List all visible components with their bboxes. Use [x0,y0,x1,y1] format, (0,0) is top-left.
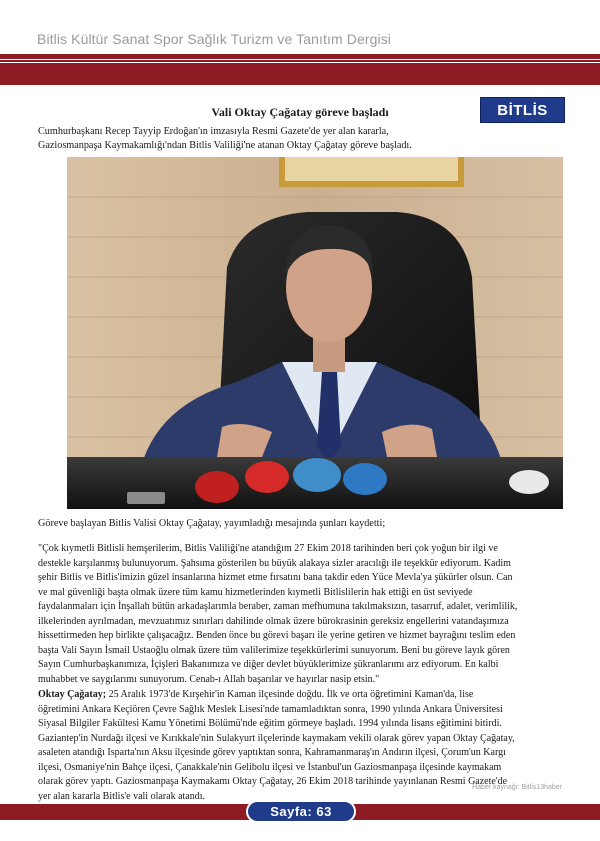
article-title: Vali Oktay Çağatay göreve başladı [211,105,389,119]
bio-line: öğretimini Ankara Keçiören Çevre Sağlık Meslek Lisesi'nde tamamladıktan sonra, 1990 yılında Ankara Üniversitesi [38,703,503,715]
quote-line: hissettirmeden hep birlikte çalışacağız. Benden önce bu görevi başarı ile yerine getiren ve hizmet bayrağını teslim eden [38,630,516,642]
lead-line: Cumhurbaşkanı Recep Tayyip Erdoğan'ın imzasıyla Resmi Gazete'de yer alan kararla, [38,126,389,137]
bio-first-line: 25 Aralık 1973'de Kırşehir'in Kaman ilçesinde doğdu. İlk ve orta öğretimini Kaman'da, lise [106,689,474,700]
news-source: Haber kaynağı: Bitlis13haber [472,784,562,791]
quote-line: Sayın Cumhurbaşkanımıza, İçişleri Bakanımıza ve diğer devlet büyüklerimize şükranlarımı arz ediyorum. En kalbi [38,659,499,671]
quote-line: şehir Bitlis ve Bitlis'imizin güzel insanlarına hizmet etme fırsatını bana takdir eden Yüce Mevla'ya şükürler olsun. Can [38,572,513,584]
quote-line: başta Vali Sayın İsmail Ustaoğlu olmak üzere tüm valilerimize teşekkürlerimi sunuyorum. Beni bu göreve layık gören [38,644,510,656]
lead-line: Gaziosmanpaşa Kaymakamlığı'ndan Bitlis Valiliği'ne atanan Oktay Çağatay göreve başladı. [38,140,412,151]
quote-line: ilkelerinden ayrılmadan, mevzuatımız sınırları dahilinde olmak üzere bürokrasinin gereksiz engellerini vatandaşımıza [38,615,509,627]
bio-line [38,688,568,703]
top-decorative-band [0,54,600,85]
quote-line: muhabbet ve saygılarımı sunuyorum. Cenab-ı Allah başarılar ve hayırlar nasip etsin." [38,673,380,685]
bio-name: Oktay Çağatay; [38,689,107,700]
bio-line: olarak görev yaptı. Gaziosmanpaşa Kaymakamı Oktay Çağatay, 26 Ekim 2018 tarihinde yayınlanan Resmi Gazete'de [38,776,508,788]
bio-line: asaleten atandığı Isparta'nın Aksu ilçesinde görev yaptıktan sonra, Kahramanmaraş'ın Andırın ilçesi, Çorum'un Kargı [38,747,506,759]
bio-line: yer alan kararla Bitlis'e vali olarak atandı. [38,790,206,802]
quote-line: destekle karşılanmış bulunuyorum. Şahsıma gösterilen bu büyük alakaya sizler aracılığı ile teşekkür ediyorum. Kadim [38,557,511,569]
quote-line: "Çok kıymetli Bitlisli hemşerilerim, Bitlis Valiliği'ne atandığım 27 Ekim 2018 tarihinden beri çok yoğun bir ilgi ve [38,543,498,554]
article-lead [38,125,498,153]
magazine-title: Bitlis Kültür Sanat Spor Sağlık Turizm ve Tanıtım Dergisi [37,31,392,47]
page-number: Sayfa: 63 [246,800,356,823]
photo-caption: Göreve başlayan Bitlis Valisi Oktay Çağatay, yayımladığı mesajında şunları kaydetti; [38,518,386,529]
quote-line: faydalanmaları için İnşallah bütün arkadaşlarımla beraber, zaman mefhumuna takılmaksızın, tasarruf, adalet, verimlilik, [38,601,518,613]
bio-line: ilçesi, Osmaniye'nin Bahçe ilçesi, Çanakkale'nin Gelibolu ilçesi ve İstanbul'un Gaziosmanpaşa ilçesinde kaymakam [38,761,502,773]
governor-message [38,542,568,687]
section-badge: BİTLİS [480,97,565,123]
governor-photo [67,157,563,509]
bio-line: Siyasal Bilgiler Fakültesi Kamu Yönetimi Bölümü'nde eğitim görmeye başladı. 1994 yılında lisans eğitimini bitirdi. [38,718,502,730]
bio-line: Gaziantep'in Nurdağı ilçesi ve Kırıkkale'nin Sulakyurt ilçelerinde kaymakam vekili olarak görev yapan Oktay Çağatay, [38,732,515,744]
quote-line: ve mal güvenliği başta olmak üzere tüm kamu hizmetlerinden kıymetli Bitlislilerin hak ettiği en üst seviyede [38,586,473,598]
